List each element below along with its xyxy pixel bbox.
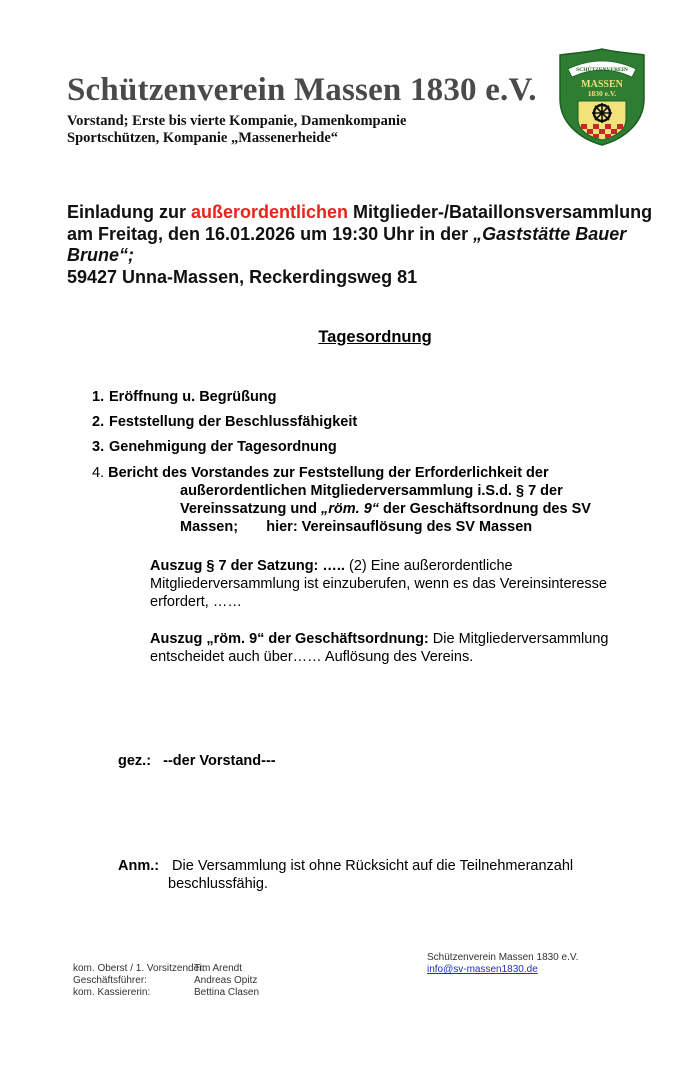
invitation-part2: Mitglieder-/Bataillonsversammlung am Freitag, den 16.01.2026 um 19:30 Uhr in der [67, 202, 653, 244]
club-logo-crest-icon [556, 47, 648, 147]
invitation-part1: Einladung zur [67, 202, 191, 222]
officer-row [73, 987, 259, 999]
footer-org-name: Schützenverein Massen 1830 e.V. [427, 952, 579, 963]
excerpt-rules [150, 630, 610, 666]
excerpt-text: (2) Eine außerordentliche Mitgliederversammlung ist einzuberufen, wenn es das Vereinsinteresse erfordert, …… [150, 558, 607, 610]
footer-contact [427, 952, 578, 976]
footer-officers [73, 963, 259, 999]
excerpt-label: Auszug § 7 der Satzung: ….. [150, 558, 345, 574]
agenda-title: Tagesordnung [318, 328, 432, 346]
officer-row [73, 963, 259, 975]
excerpt-text: Die Mitgliederversammlung entscheidet auch über…… Auflösung des Vereins. [150, 631, 609, 665]
agenda-item [92, 439, 337, 455]
agenda-item-number: 4. [92, 465, 105, 481]
invitation-venue: „Gaststätte Bauer Brune“; [67, 223, 627, 265]
note-label: Anm.: [118, 858, 160, 874]
agenda-item [92, 464, 612, 536]
invitation-text [67, 202, 667, 288]
signature: gez.: --der Vorstand--- [118, 753, 276, 769]
agenda-item [92, 389, 277, 405]
club-title: Schützenverein Massen 1830 e.V. [67, 72, 537, 108]
agenda-item-continuation: Massen; hier: Vereinsauflösung des SV Massen [180, 519, 533, 535]
officer-role: Geschäftsführer: [73, 975, 147, 986]
officer-name: Andreas Opitz [194, 975, 258, 986]
svg-text:1830 e.V.: 1830 e.V. [587, 89, 617, 98]
text: Vereinssatzung und [180, 501, 321, 517]
officer-role: kom. Oberst / 1. Vorsitzender: [73, 963, 206, 974]
note-text-continued: beschlussfähig. [168, 876, 268, 892]
text: der Geschäftsordnung des SV [379, 501, 591, 517]
note-text: Die Versammlung ist ohne Rücksicht auf die Teilnehmeranzahl [168, 858, 574, 874]
agenda-item-text: Eröffnung u. Begrüßung [109, 389, 277, 405]
agenda-item [92, 414, 357, 430]
note [118, 857, 598, 893]
officer-role: kom. Kassiererin: [73, 987, 151, 998]
agenda-item-number: 2. [92, 414, 105, 430]
email-link[interactable]: info@sv-massen1830.de [427, 964, 538, 975]
invitation-highlight: außerordentlichen [191, 202, 349, 222]
excerpt-statute [150, 557, 610, 611]
club-subtitle-line1: Vorstand; Erste bis vierte Kompanie, Damenkompanie [67, 113, 407, 129]
officer-name: Tim Arendt [194, 963, 242, 974]
invitation-address: 59427 Unna-Massen, Reckerdingsweg 81 [67, 266, 418, 287]
agenda-item-number: 3. [92, 439, 105, 455]
officer-name: Bettina Clasen [194, 987, 260, 998]
agenda-item-text: Feststellung der Beschlussfähigkeit [109, 414, 358, 430]
agenda-item-number: 1. [92, 389, 105, 405]
agenda-item-text: Genehmigung der Tagesordnung [109, 439, 337, 455]
officer-row [73, 975, 259, 987]
svg-text:MASSEN: MASSEN [581, 79, 623, 90]
club-subtitle-line2: Sportschützen, Kompanie „Massenerheide“ [67, 130, 339, 146]
excerpt-label: Auszug „röm. 9“ der Geschäftsordnung: [150, 631, 429, 647]
agenda-item-continuation [92, 500, 612, 518]
agenda-item-text: Bericht des Vorstandes zur Feststellung der Erforderlichkeit der [108, 465, 549, 481]
rom9-reference: „röm. 9“ [321, 501, 380, 517]
agenda-item-continuation: außerordentlichen Mitgliederversammlung i.S.d. § 7 der [180, 483, 563, 499]
svg-text:SCHÜTZENVEREIN: SCHÜTZENVEREIN [576, 67, 628, 73]
